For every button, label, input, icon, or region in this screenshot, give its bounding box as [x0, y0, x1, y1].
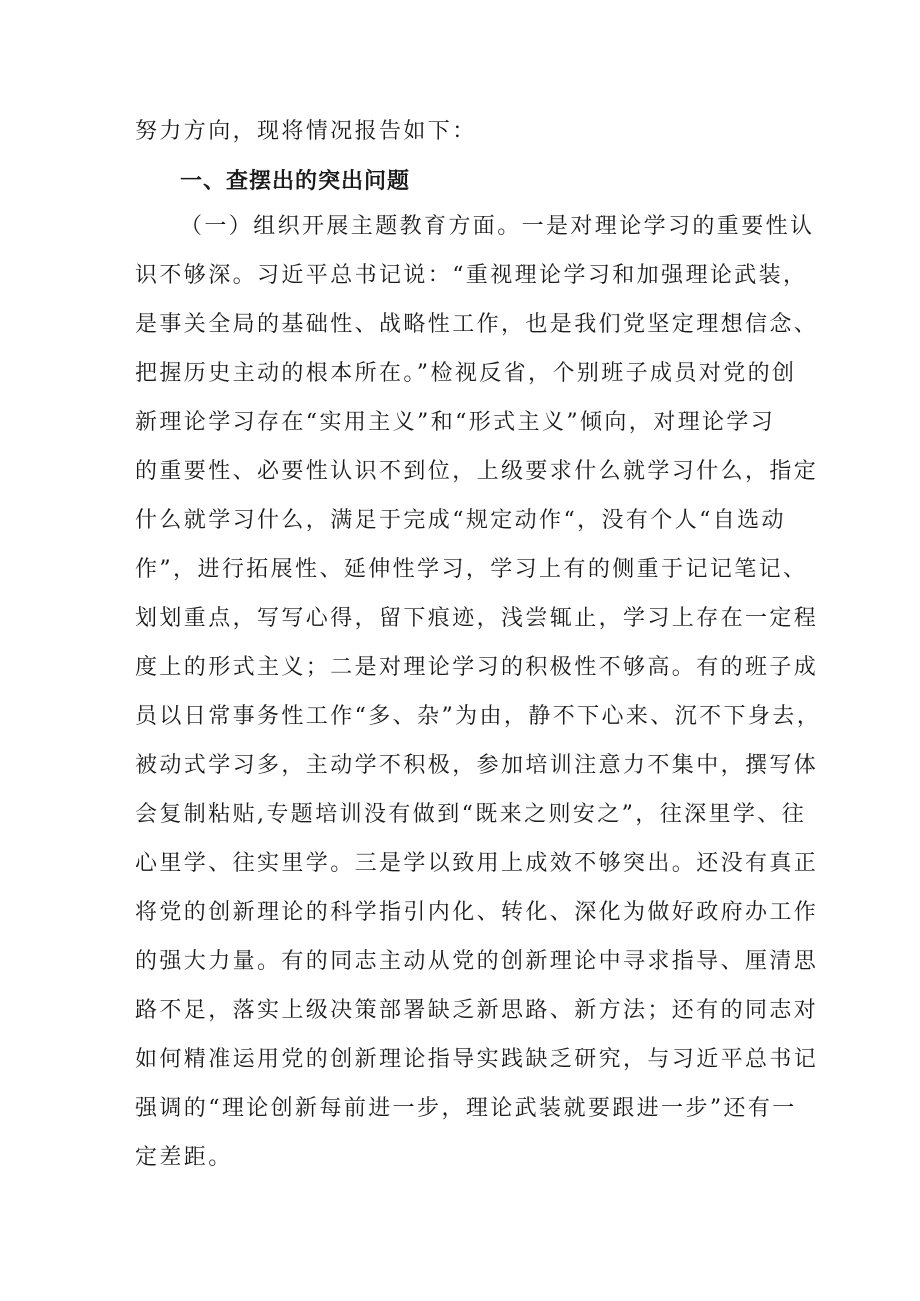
paragraph-line: （一）组织开展主题教育方面。一是对理论学习的重要性认: [180, 214, 815, 239]
paragraph-line: 什么就学习什么，满足于完成“规定动作“，没有个人“自选动: [135, 508, 786, 533]
paragraph-line: 把握历史主动的根本所在。”检视反省，个别班子成员对党的创: [135, 361, 797, 386]
paragraph-line: 员以日常事务性工作“多、杂”为由，静不下心来、沉不下身去，: [135, 704, 822, 729]
paragraph-line: 路不足，落实上级决策部署缺乏新思路、新方法；还有的同志对: [135, 998, 819, 1023]
paragraph-line: 的重要性、必要性认识不到位，上级要求什么就学习什么，指定: [135, 459, 819, 484]
paragraph-line: 的强大力量。有的同志主动从党的创新理论中寻求指导、厘清思: [135, 949, 819, 974]
paragraph-line: 心里学、往实里学。三是学以致用上成效不够突出。还没有真正: [135, 851, 819, 876]
paragraph-line: 度上的形式主义；二是对理论学习的积极性不够高。有的班子成: [135, 655, 819, 680]
intro-line: 努力方向，现将情况报告如下：: [135, 119, 477, 144]
paragraph-line: 作”，进行拓展性、延伸性学习，学习上有的侧重于记记笔记、: [135, 557, 808, 582]
paragraph-line: 如何精准运用党的创新理论指导实践缺乏研究，与习近平总书记: [135, 1047, 819, 1072]
paragraph-line: 被动式学习多，主动学不积极，参加培训注意力不集中，撰写体: [135, 753, 819, 778]
section-heading: 一、查摆出的突出问题: [180, 169, 411, 194]
paragraph-line: 会复制粘贴,专题培训没有做到“既来之则安之”，往深里学、往: [135, 802, 807, 827]
paragraph-line: 强调的“理论创新每前进一步，理论武装就要跟进一步”还有一: [135, 1096, 797, 1121]
paragraph-line: 新理论学习存在“实用主义”和“形式主义”倾向，对理论学习: [135, 410, 776, 435]
paragraph-line: 是事关全局的基础性、战略性工作，也是我们党坚定理想信念、: [135, 312, 819, 337]
paragraph-line: 识不够深。习近平总书记说：“重视理论学习和加强理论武装，: [135, 263, 808, 288]
paragraph-line: 划划重点，写写心得，留下痕迹，浅尝辄止，学习上存在一定程: [135, 606, 819, 631]
paragraph-line: 定差距。: [135, 1145, 233, 1170]
paragraph-line: 将党的创新理论的科学指引内化、转化、深化为做好政府办工作: [135, 900, 819, 925]
